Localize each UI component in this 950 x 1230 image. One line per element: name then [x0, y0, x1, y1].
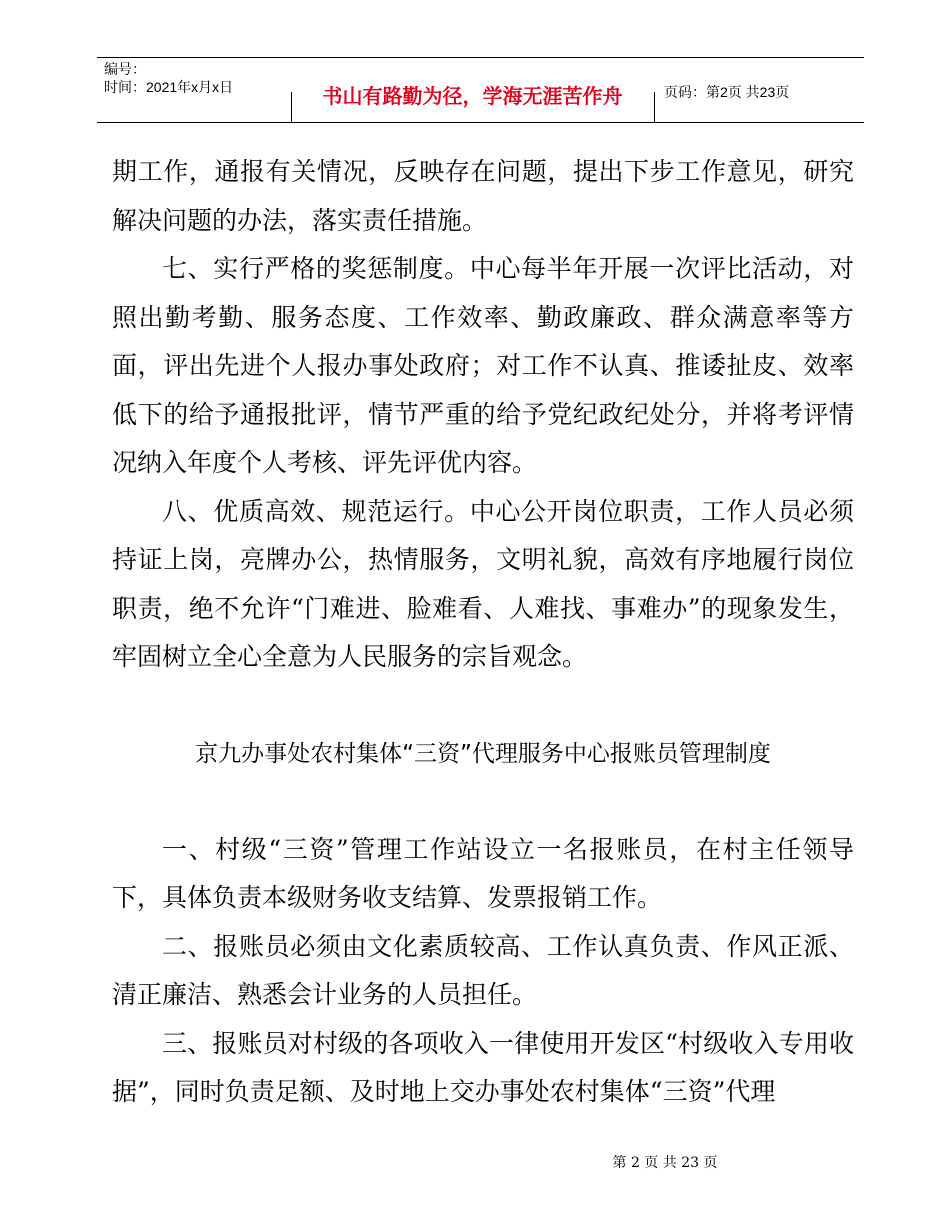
- header-bottom-line: [97, 122, 864, 123]
- header-page-code: 页码：第2页 共23页: [664, 84, 790, 100]
- section-title: 京九办事处农村集体“三资”代理服务中心报账员管理制度: [195, 740, 771, 767]
- document-body: [112, 148, 854, 1117]
- header-left: [104, 60, 233, 96]
- body-paragraph: 一、村级“三资”管理工作站设立一名报账员，在村主任领导下，具体负责本级财务收支结算、发票报销工作。: [112, 834, 854, 912]
- body-paragraph: 七、实行严格的奖惩制度。中心每半年开展一次评比活动，对照出勤考勤、服务态度、工作效率、勤政廉政、群众满意率等方面，评出先进个人报办事处政府；对工作不认真、推诿扯皮、效率低下的给予通报批评，情节严重的给予党纪政纪处分，并将考评情况纳入年度个人考核、评先评优内容。: [112, 254, 854, 477]
- body-paragraph: 八、优质高效、规范运行。中心公开岗位职责，工作人员必须持证上岗，亮牌办公，热情服务，文明礼貌，高效有序地履行岗位职责，绝不允许“门难进、脸难看、人难找、事难办”的现象发生，牢固树立全心全意为人民服务的宗旨观念。: [112, 496, 854, 671]
- page-footer: 第 2 页 共 23 页: [612, 1155, 718, 1171]
- body-paragraph: 二、报账员必须由文化素质较高、工作认真负责、作风正派、清正廉洁、熟悉会计业务的人员担任。: [112, 931, 854, 1009]
- body-paragraph: 期工作，通报有关情况，反映存在问题，提出下步工作意见，研究解决问题的办法，落实责任措施。: [112, 157, 854, 235]
- header-top-line: [97, 57, 864, 58]
- body-paragraph: 三、报账员对村级的各项收入一律使用开发区“村级收入专用收据”，同时负责足额、及时地上交办事处农村集体“三资”代理: [112, 1028, 854, 1106]
- header-divider-right: [654, 92, 655, 122]
- document-time-label: 时间：2021年x月x日: [104, 79, 234, 95]
- document-number-label: 编号：: [104, 61, 146, 77]
- header-motto: 书山有路勤为径，学海无涯苦作舟: [322, 84, 623, 108]
